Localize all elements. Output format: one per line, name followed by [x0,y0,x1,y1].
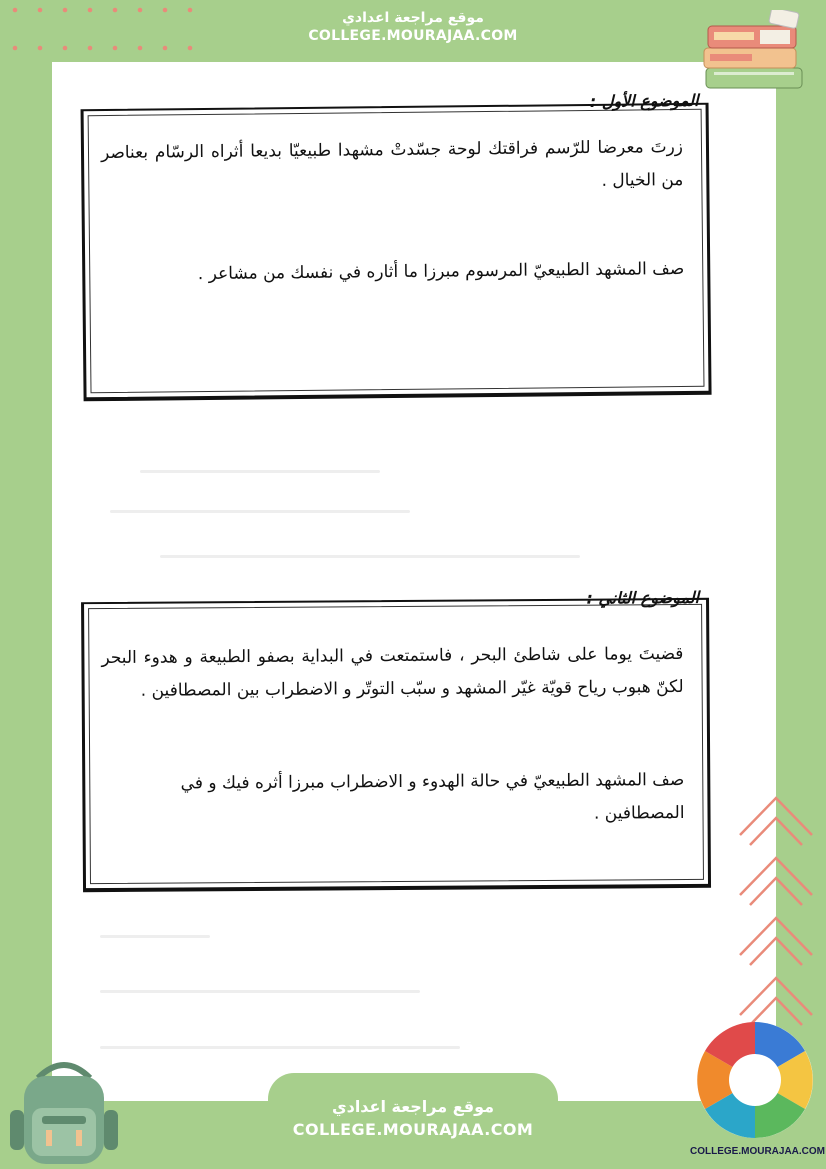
subject-2-heading: الموضوع الثاني : [586,587,700,608]
footer-site-url[interactable]: COLLEGE.MOURAJAA.COM [292,1120,534,1139]
subject-2-task: صف المشهد الطبيعيّ في حالة الهدوء و الاضطراب مبرزا أثره فيك و في المصطافين . [180,769,685,824]
bleed-through-line [100,935,210,938]
dots-decoration [0,0,210,60]
bleed-through-line [110,510,410,513]
frame-left [0,0,52,1169]
chevron-up-icon [736,790,816,1030]
header-site-name: موقع مراجعة اعدادي [342,10,484,26]
header-banner [268,0,558,62]
bleed-through-line [140,470,380,473]
footer-logo-text[interactable]: COLLEGE.MOURAJAA.COM [690,1146,825,1157]
subject-1-heading: الموضوع الأول : [589,90,699,111]
bleed-through-line [160,555,580,558]
footer-site-name: موقع مراجعة اعدادي [331,1097,495,1116]
bleed-through-line [100,1046,460,1049]
subject-1-paragraph: زرتَ معرضا للرّسم فراقتك لوحة جسّدتْ مشهدا طبيعيّا بديعا أثراه الرسّام بعناصر من الخيال . [100,136,684,191]
subject-1 [80,91,711,402]
subject-2 [81,588,711,892]
header-site-url[interactable]: COLLEGE.MOURAJAA.COM [308,28,518,44]
subject-2-paragraph: قضيتَ يوما على شاطئ البحر ، فاستمتعت في البداية بصفو الطبيعة و هدوء البحر لكنّ هبوب رياح قويّة غيّر المشهد و سبّب التوتّر و الاضطراب بين المصطافين . [101,643,684,701]
subject-1-task: صف المشهد الطبيعيّ المرسوم مبرزا ما أثاره في نفسك من مشاعر . [197,258,685,285]
books-stack-icon [700,10,810,95]
bleed-through-line [100,990,420,993]
school-subjects-wheel-icon [695,1020,815,1140]
backpack-icon [8,1058,120,1166]
footer-banner [268,1073,558,1169]
